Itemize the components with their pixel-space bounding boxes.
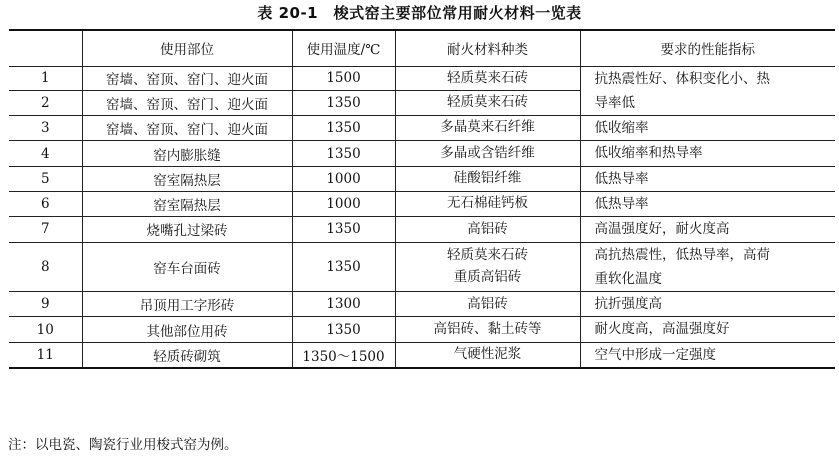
row-number: 3 — [9, 116, 82, 141]
material-cell: 无石棉硅钙板 — [395, 191, 580, 216]
location-cell: 窑墙、窑顶、窑门、迎火面 — [82, 116, 292, 141]
temperature-cell: 1000 — [292, 166, 395, 191]
temperature-cell: 1350 — [292, 91, 395, 116]
requirement-cell-merged — [580, 66, 835, 116]
requirement-line: 导率低 — [594, 94, 635, 111]
table-row — [9, 141, 835, 166]
header-index — [9, 30, 82, 66]
requirement-cell: 低收缩率和热导率 — [580, 141, 835, 166]
requirement-line: 高抗热震性，低热导率，高荷 — [594, 246, 770, 263]
row-number: 1 — [9, 66, 82, 91]
material-cell: 多晶莫来石纤维 — [395, 116, 580, 141]
material-cell: 高铝砖 — [395, 292, 580, 317]
requirement-cell: 高温强度好，耐火度高 — [580, 217, 835, 242]
row-number: 4 — [9, 141, 82, 166]
row-number: 10 — [9, 317, 82, 342]
requirement-cell — [580, 242, 835, 292]
table-row — [9, 242, 835, 292]
row-number: 11 — [9, 342, 82, 368]
table-row — [9, 317, 835, 342]
table-footnote: 注：以电瓷、陶瓷行业用梭式窑为例。 — [8, 437, 238, 453]
location-cell: 吊顶用工字形砖 — [82, 292, 292, 317]
material-cell: 高铝砖、黏土砖等 — [395, 317, 580, 342]
row-number: 6 — [9, 191, 82, 216]
table-row — [9, 342, 835, 368]
temperature-cell: 1350 — [292, 217, 395, 242]
row-number: 5 — [9, 166, 82, 191]
material-line: 轻质莫来石砖 — [447, 247, 528, 264]
header-row — [9, 30, 835, 66]
location-cell: 窑室隔热层 — [82, 166, 292, 191]
table-row — [9, 116, 835, 141]
table-title: 表 20-1 梭式窑主要部位常用耐火材料一览表 — [257, 4, 582, 22]
material-cell: 高铝砖 — [395, 217, 580, 242]
requirement-cell: 低热导率 — [580, 191, 835, 216]
material-cell: 轻质莫来石砖 — [395, 66, 580, 91]
temperature-cell: 1300 — [292, 292, 395, 317]
temperature-cell: 1350 — [292, 141, 395, 166]
header-requirement: 要求的性能指标 — [580, 30, 835, 66]
temperature-cell: 1500 — [292, 66, 395, 91]
location-cell: 窑室隔热层 — [82, 191, 292, 216]
row-number: 8 — [9, 242, 82, 292]
requirement-line: 抗热震性好、体积变化小、热 — [594, 70, 770, 87]
header-location: 使用部位 — [82, 30, 292, 66]
location-cell: 轻质砖砌筑 — [82, 342, 292, 368]
header-material: 耐火材料种类 — [395, 30, 580, 66]
header-temperature: 使用温度/℃ — [292, 30, 395, 66]
material-cell: 气硬性泥浆 — [395, 342, 580, 368]
table-row — [9, 66, 835, 91]
requirement-cell: 低热导率 — [580, 166, 835, 191]
table-row — [9, 166, 835, 191]
temperature-cell: 1350 — [292, 242, 395, 292]
row-number: 2 — [9, 91, 82, 116]
requirement-line: 重软化温度 — [594, 270, 662, 287]
requirement-cell: 空气中形成一定强度 — [580, 342, 835, 368]
material-cell: 硅酸铝纤维 — [395, 166, 580, 191]
row-number: 9 — [9, 292, 82, 317]
temperature-cell: 1350～1500 — [292, 342, 395, 368]
material-cell — [395, 242, 580, 292]
requirement-cell: 耐火度高，高温强度好 — [580, 317, 835, 342]
refractory-table — [9, 29, 835, 369]
requirement-cell: 低收缩率 — [580, 116, 835, 141]
temperature-cell: 1350 — [292, 317, 395, 342]
location-cell: 窑墙、窑顶、窑门、迎火面 — [82, 91, 292, 116]
row-number: 7 — [9, 217, 82, 242]
table-row — [9, 217, 835, 242]
material-cell: 多晶或含锆纤维 — [395, 141, 580, 166]
requirement-cell: 抗折强度高 — [580, 292, 835, 317]
temperature-cell: 1350 — [292, 116, 395, 141]
temperature-cell: 1000 — [292, 191, 395, 216]
location-cell: 窑墙、窑顶、窑门、迎火面 — [82, 66, 292, 91]
location-cell: 其他部位用砖 — [82, 317, 292, 342]
table-row — [9, 292, 835, 317]
location-cell: 烧嘴孔过梁砖 — [82, 217, 292, 242]
material-line: 重质高铝砖 — [453, 268, 522, 285]
location-cell: 窑内膨胀缝 — [82, 141, 292, 166]
material-cell: 轻质莫来石砖 — [395, 91, 580, 116]
table-row — [9, 191, 835, 216]
location-cell: 窑车台面砖 — [82, 242, 292, 292]
